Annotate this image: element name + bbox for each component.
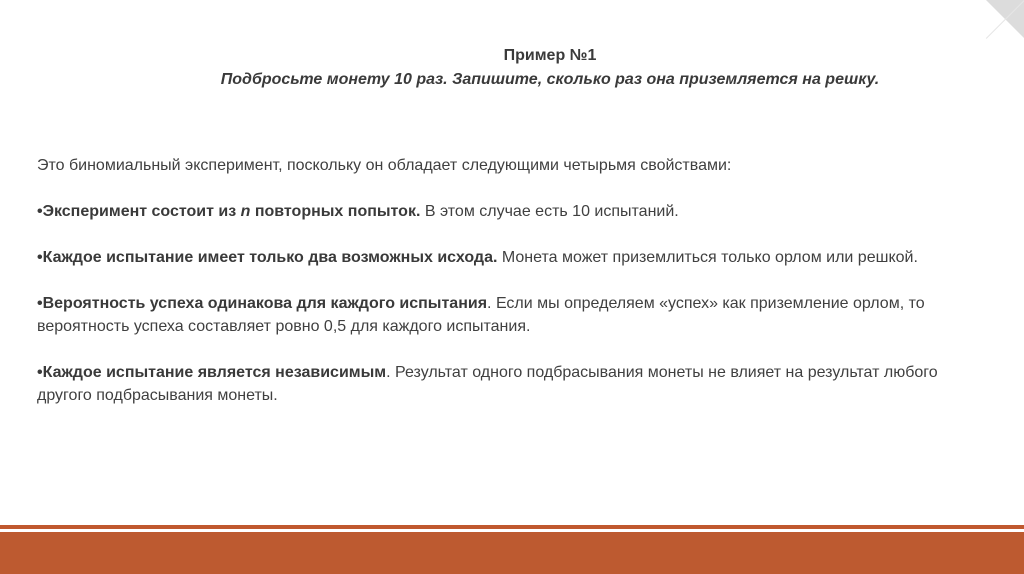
property-text: В этом случае есть 10 испытаний.	[420, 203, 679, 220]
property-bold: •Каждое испытание имеет только два возможных исхода.	[37, 249, 498, 266]
property-text: . Результат одного подбрасывания монеты не влияет на результат любого другого подбрасывания монеты.	[37, 364, 938, 404]
property-item	[37, 246, 987, 269]
body-text	[37, 154, 987, 407]
footer-divider-line	[0, 525, 1024, 529]
property-item	[37, 361, 987, 407]
property-text: Монета может приземлиться только орлом или решкой.	[497, 249, 918, 266]
example-title: Пример №1	[503, 47, 597, 64]
property-bold: •Каждое испытание является независимым	[37, 364, 387, 381]
property-bold: повторных попыток.	[250, 203, 421, 220]
property-text: . Если мы определяем «успех» как приземление орлом, то вероятность успеха составляет ровно 0,5 для каждого испытания.	[37, 295, 925, 335]
footer-band	[0, 532, 1024, 574]
intro-paragraph: Это биномиальный эксперимент, поскольку он обладает следующими четырьмя свойствами:	[37, 157, 732, 174]
example-task: Подбросьте монету 10 раз. Запишите, сколько раз она приземляется на решку.	[220, 71, 880, 88]
property-bold: •Вероятность успеха одинакова для каждого испытания	[37, 295, 488, 312]
property-item	[37, 200, 987, 223]
property-bold-italic: n	[240, 203, 251, 220]
property-bold: •Эксперимент состоит из	[37, 203, 241, 220]
property-item	[37, 292, 987, 338]
